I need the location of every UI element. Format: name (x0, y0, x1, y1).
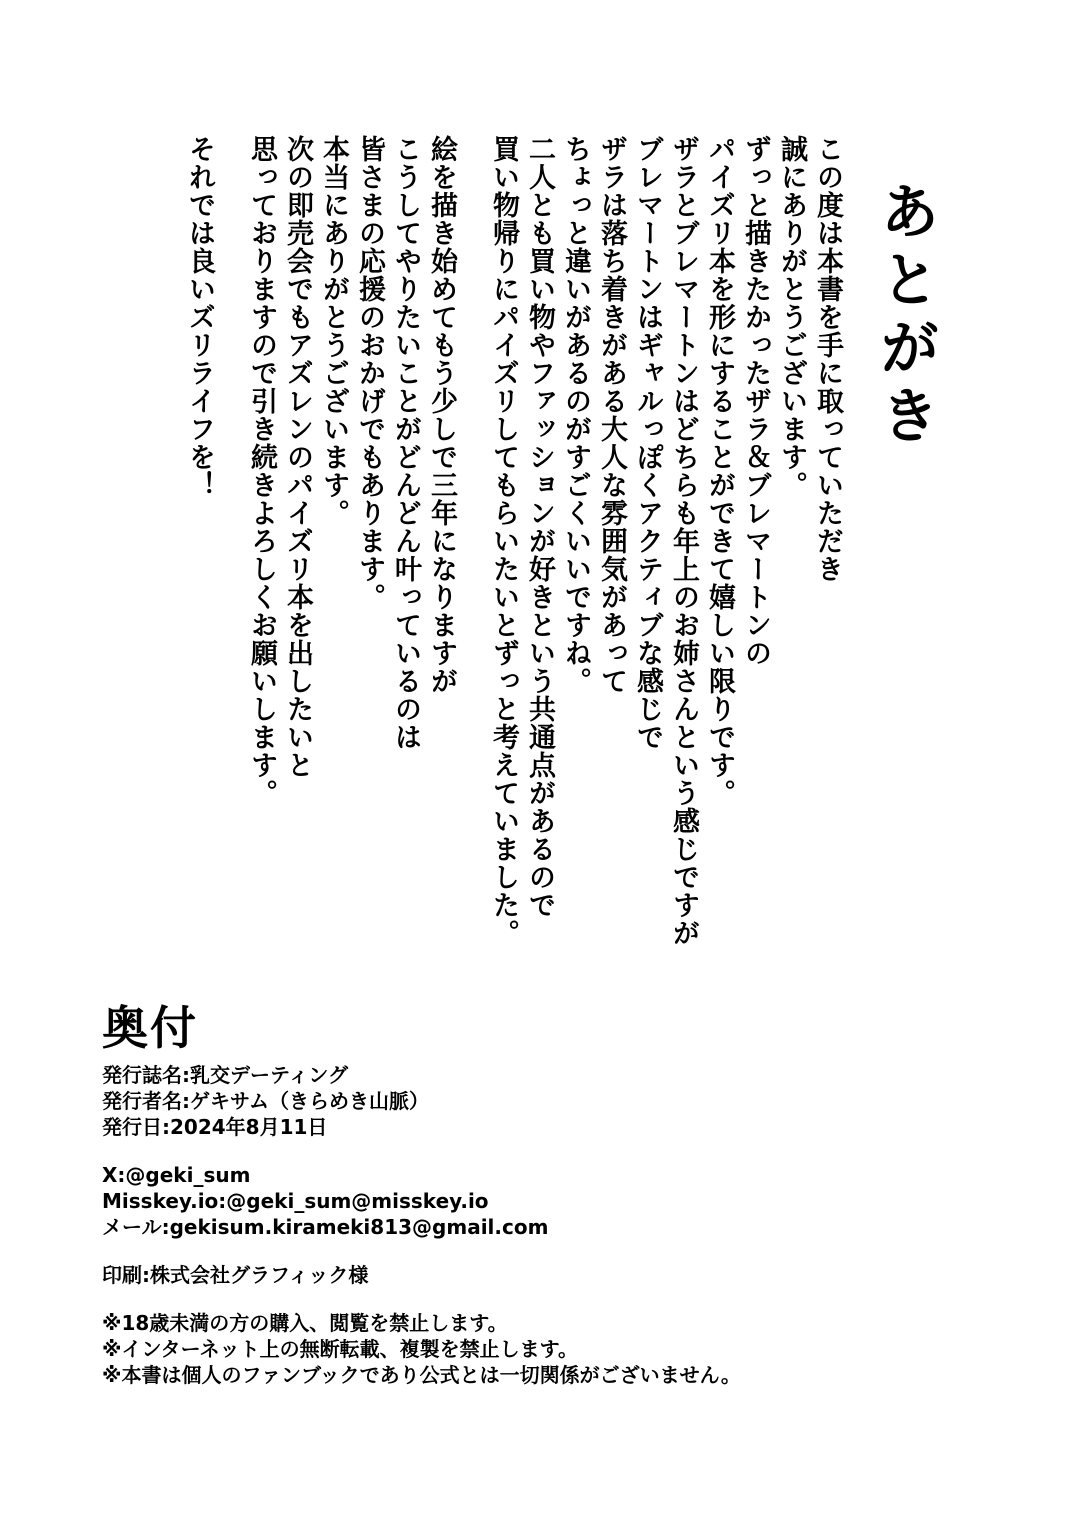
afterword-line: 誠にありがとうございます。 (776, 135, 807, 499)
afterword-line: この度は本書を手に取っていただき (812, 135, 843, 583)
contact-email: メール:gekisum.kirameki813@gmail.com (102, 1215, 549, 1239)
paragraph-gap (459, 135, 485, 915)
afterword-line: パイズリ本を形にすることができて嬉しい限りです。 (704, 135, 735, 807)
colophon-title: 奥付 (102, 1001, 198, 1055)
printer-line: 印刷:株式会社グラフィック様 (102, 1263, 369, 1287)
contact-x: X:@geki_sum (102, 1163, 251, 1187)
afterword-line: こうしてやりたいことがどんどん叶っているのは (390, 135, 421, 751)
afterword-line: 二人とも買い物やファッションが好きという共通点があるので (524, 135, 555, 919)
contact-info (102, 1162, 1002, 1240)
afterword-line: ちょっと違いがあるのがすごくいいですね。 (560, 135, 591, 695)
afterword-line: 思っておりますので引き続きよろしくお願いします。 (246, 135, 277, 807)
publish-date-line: 発行日:2024年8月11日 (102, 1115, 328, 1139)
notice-line: ※18歳未満の方の購入、閲覧を禁止します。 (102, 1311, 508, 1335)
publisher-line: 発行者名:ゲキサム（きらめき山脈） (102, 1089, 429, 1113)
publication-title-line: 発行誌名:乳交デーティング (102, 1063, 348, 1087)
afterword-line: ザラとブレマートンはどちらも年上のお姉さんという感じですが (668, 135, 699, 947)
afterword-line: ザラは落ち着きがある大人な雰囲気があって (596, 135, 627, 695)
afterword-line: 買い物帰りにパイズリしてもらいたいとずっと考えていました。 (488, 135, 519, 947)
printer-info (102, 1262, 1002, 1288)
afterword-line: 皆さまの応援のおかげでもあります。 (354, 135, 385, 611)
afterword-line: ずっと描きたかったザラ＆ブレマートンの (740, 135, 771, 667)
publication-info (102, 1062, 1002, 1140)
afterword-line: 本当にありがとうございます。 (318, 135, 349, 527)
afterword-title: あとがき (870, 180, 940, 452)
paragraph-gap (217, 135, 243, 915)
contact-misskey: Misskey.io:@geki_sum@misskey.io (102, 1189, 489, 1213)
notice-line: ※本書は個人のファンブックであり公式とは一切関係がございません。 (102, 1363, 741, 1387)
afterword-line: 次の即売会でもアズレンのパイズリ本を出したいと (282, 135, 313, 779)
colophon-section (102, 1000, 1002, 1410)
afterword-closing: それでは良いズリライフを！ (184, 135, 215, 499)
afterword-line: ブレマートンはギャルっぽくアクティブな感じで (632, 135, 663, 751)
notice-line: ※インターネット上の無断転載、複製を禁止します。 (102, 1337, 579, 1361)
notices (102, 1310, 1002, 1388)
afterword-line: 絵を描き始めてもう少しで三年になりますが (426, 135, 457, 695)
afterword-section (181, 135, 945, 947)
